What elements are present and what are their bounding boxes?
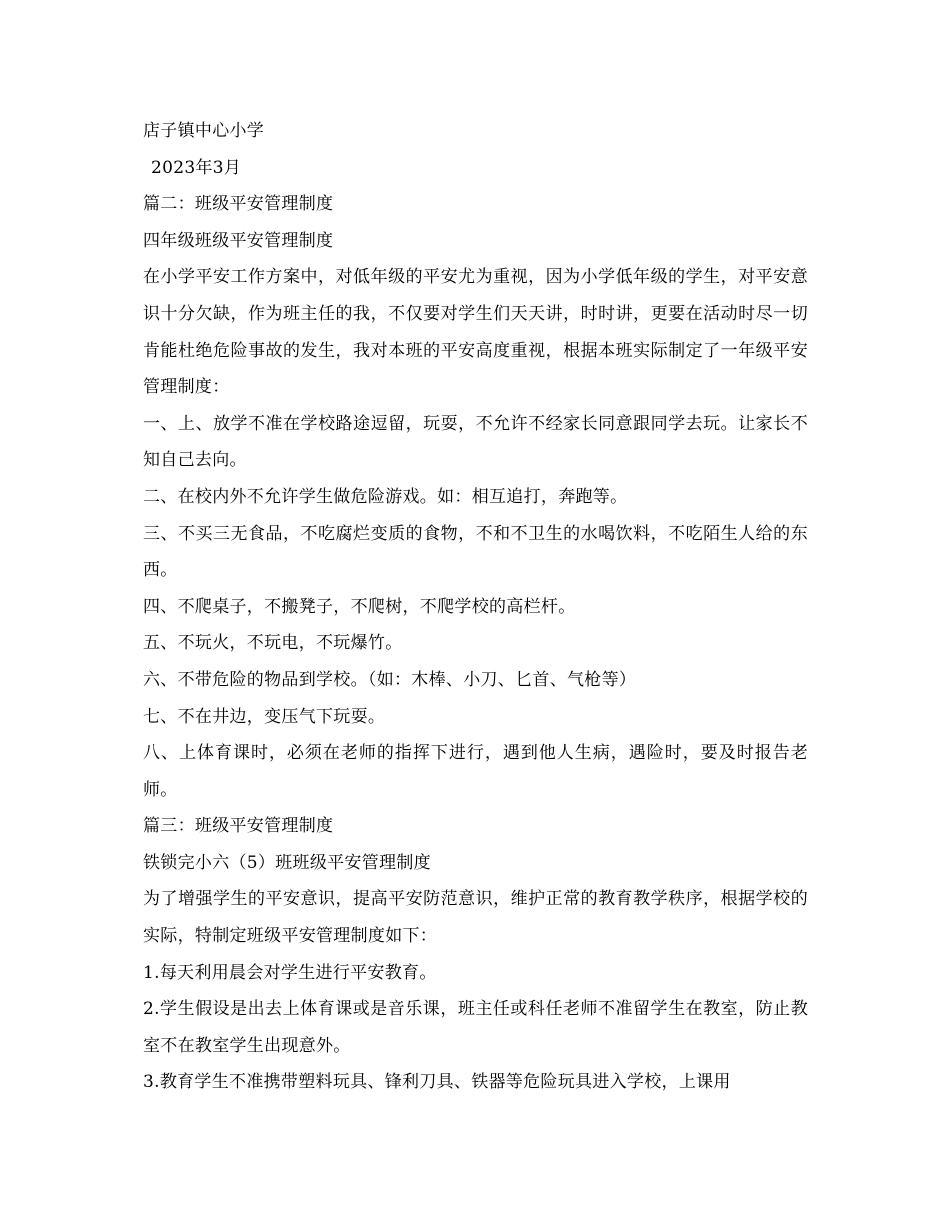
rule-item-2: 二、在校内外不允许学生做危险游戏。如：相互追打，奔跑等。 xyxy=(143,486,628,507)
rule-item-4: 四、不爬桌子，不搬凳子，不爬树，不爬学校的高栏杆。 xyxy=(143,596,576,617)
school-name-line: 店子镇中心小学 xyxy=(143,121,265,141)
numbered-item-2: 2.学生假设是出去上体育课或是音乐课，班主任或科任老师不准留学生在教室，防止教室不在教室学生出现意外。 xyxy=(143,999,808,1056)
rule-item-3: 三、不买三无食品，不吃腐烂变质的食物，不和不卫生的水喝饮料，不吃陌生人给的东西。 xyxy=(143,523,808,581)
section-subtitle-2: 四年级班级平安管理制度 xyxy=(143,230,334,251)
rule-item-6: 六、不带危险的物品到学校。（如：木棒、小刀、匕首、气枪等） xyxy=(143,669,637,690)
numbered-item-1: 1.每天利用晨会对学生进行平安教育。 xyxy=(143,962,437,983)
rule-item-8: 八、上体育课时，必须在老师的指挥下进行，遇到他人生病，遇险时，要及时报告老师。 xyxy=(143,743,808,800)
paragraph-intro-2: 在小学平安工作方案中，对低年级的平安尤为重视，因为小学低年级的学生，对平安意识十分欠缺，作为班主任的我，不仅要对学生们天天讲，时时讲，更要在活动时尽一切肯能杜绝危险事故的发生，我对本班的平安高度重视，根据本班实际制定了一年级平安管理制度： xyxy=(143,267,808,398)
rule-item-7: 七、不在井边，变压气下玩耍。 xyxy=(143,706,386,727)
paragraph-intro-3: 为了增强学生的平安意识，提高平安防范意识，维护正常的教育教学秩序，根据学校的实际，特制定班级平安管理制度如下： xyxy=(143,889,808,947)
rule-item-5: 五、不玩火，不玩电，不玩爆竹。 xyxy=(143,633,403,654)
section-heading-2: 篇二：班级平安管理制度 xyxy=(143,194,334,215)
section-heading-3: 篇三：班级平安管理制度 xyxy=(143,816,334,837)
document-body xyxy=(143,113,808,1101)
date-line: 2023年3月 xyxy=(151,157,242,178)
section-subtitle-3: 铁锁完小六（5）班班级平安管理制度 xyxy=(143,852,431,873)
rule-item-1: 一、上、放学不准在学校路途逗留，玩耍，不允许不经家长同意跟同学去玩。让家长不知自己去向。 xyxy=(143,413,808,471)
numbered-item-3: 3.教育学生不准携带塑料玩具、锋利刀具、铁器等危险玩具进入学校，上课用 xyxy=(143,1072,731,1093)
